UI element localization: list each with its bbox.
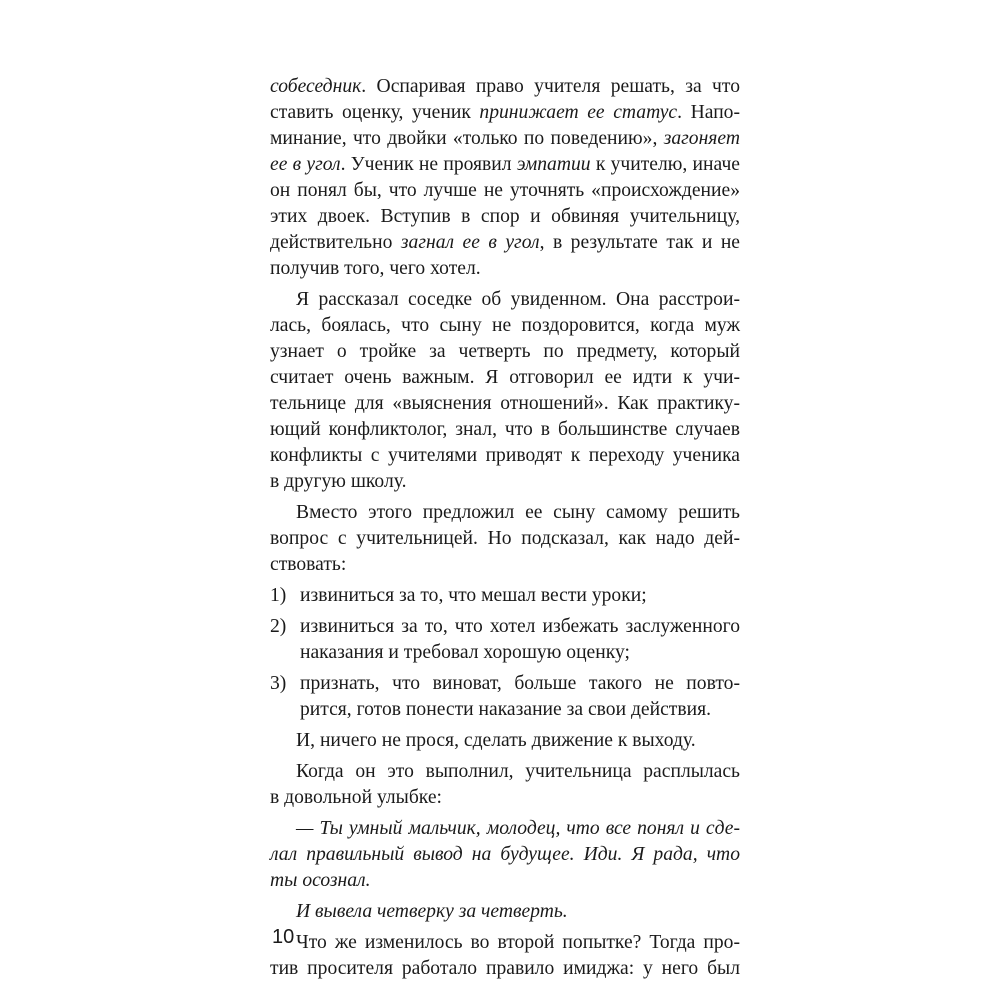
text-line: собеседник. Оспаривая право учителя решать, за что — [270, 76, 740, 97]
paragraph — [270, 728, 740, 754]
text-line: И, ничего не прося, сделать движение к выходу. — [296, 730, 696, 751]
paragraph — [270, 759, 740, 811]
italic-term: ее в угол — [270, 154, 341, 175]
dialogue-quote — [270, 816, 740, 894]
text-line: Я рассказал соседке об увиденном. Она расстрои- — [296, 289, 740, 310]
paragraph — [270, 899, 740, 925]
text-line: этих двоек. Вступив в спор и обвиняя учительницу, — [270, 206, 740, 227]
text-line: он понял бы, что лучше не уточнять «происхождение» — [270, 180, 740, 201]
text-line: действительно загнал ее в угол, в результате так и не — [270, 232, 740, 253]
text-line: 2) извиниться за то, что хотел избежать заслуженного — [270, 614, 740, 640]
italic-term: эмпатии — [516, 154, 591, 175]
italic-term: принижает ее статус — [479, 102, 678, 123]
text-line: тив просителя работало правило имиджа: у него был — [270, 958, 740, 979]
text-line: — Ты умный мальчик, молодец, что все понял и сде- — [296, 818, 740, 839]
text-line: вопрос с учительницей. Но подсказал, как надо дей- — [270, 528, 740, 549]
text-line: 3) признать, что виноват, больше такого не повто- — [270, 671, 740, 697]
text-line: Вместо этого предложил ее сыну самому решить — [296, 502, 740, 523]
paragraph — [270, 500, 740, 578]
list-number: 2) — [270, 616, 287, 637]
numbered-list — [270, 583, 740, 723]
text-line: считает очень важным. Я отговорил ее идти к учи- — [270, 367, 740, 388]
text-line: тельнице для «выяснения отношений». Как практику- — [270, 393, 740, 414]
text-line: в довольной улыбке: — [270, 787, 442, 808]
page-number: 10 — [272, 926, 295, 948]
text-line: лал правильный вывод на будущее. Иди. Я рада, что — [270, 844, 740, 865]
text-line: узнает о тройке за четверть по предмету, который — [270, 341, 740, 362]
text-line: ющий конфликтолог, знал, что в большинстве случаев — [270, 419, 740, 440]
text-line: ее в угол. Ученик не проявил эмпатии к учителю, иначе — [270, 154, 740, 175]
list-item — [270, 671, 740, 723]
list-item — [270, 583, 740, 609]
paragraph-continued — [270, 74, 740, 282]
text-line: ты осознал. — [270, 870, 371, 891]
italic-term: загоняет — [663, 128, 740, 149]
text-line: Когда он это выполнил, учительница расплылась — [296, 761, 740, 782]
text-line: Что же изменилось во второй попытке? Тогда про- — [296, 932, 740, 953]
text-line: в другую школу. — [270, 471, 407, 492]
italic-term: загнал ее в угол — [400, 232, 540, 253]
text-line: лась, боялась, что сыну не поздоровится, когда муж — [270, 315, 740, 336]
text-line: получив того, чего хотел. — [270, 258, 481, 279]
paragraph — [270, 930, 740, 982]
book-page-text — [270, 74, 740, 982]
text-line: И вывела четверку за четверть. — [296, 901, 568, 922]
paragraph — [270, 287, 740, 495]
text-line: ставить оценку, ученик принижает ее статус. Напо- — [270, 102, 740, 123]
text-line: 1) извиниться за то, что мешал вести уроки; — [270, 583, 740, 609]
list-number: 3) — [270, 673, 287, 694]
italic-term: собеседник — [270, 76, 362, 97]
list-number: 1) — [270, 585, 287, 606]
list-item — [270, 614, 740, 666]
text-line: конфликты с учителями приводят к переходу ученика — [270, 445, 740, 466]
text-line: рится, готов понести наказание за свои действия. — [300, 699, 712, 720]
text-line: минание, что двойки «только по поведению», загоняет — [270, 128, 740, 149]
text-line: наказания и требовал хорошую оценку; — [300, 642, 630, 663]
text-line: ствовать: — [270, 554, 347, 575]
